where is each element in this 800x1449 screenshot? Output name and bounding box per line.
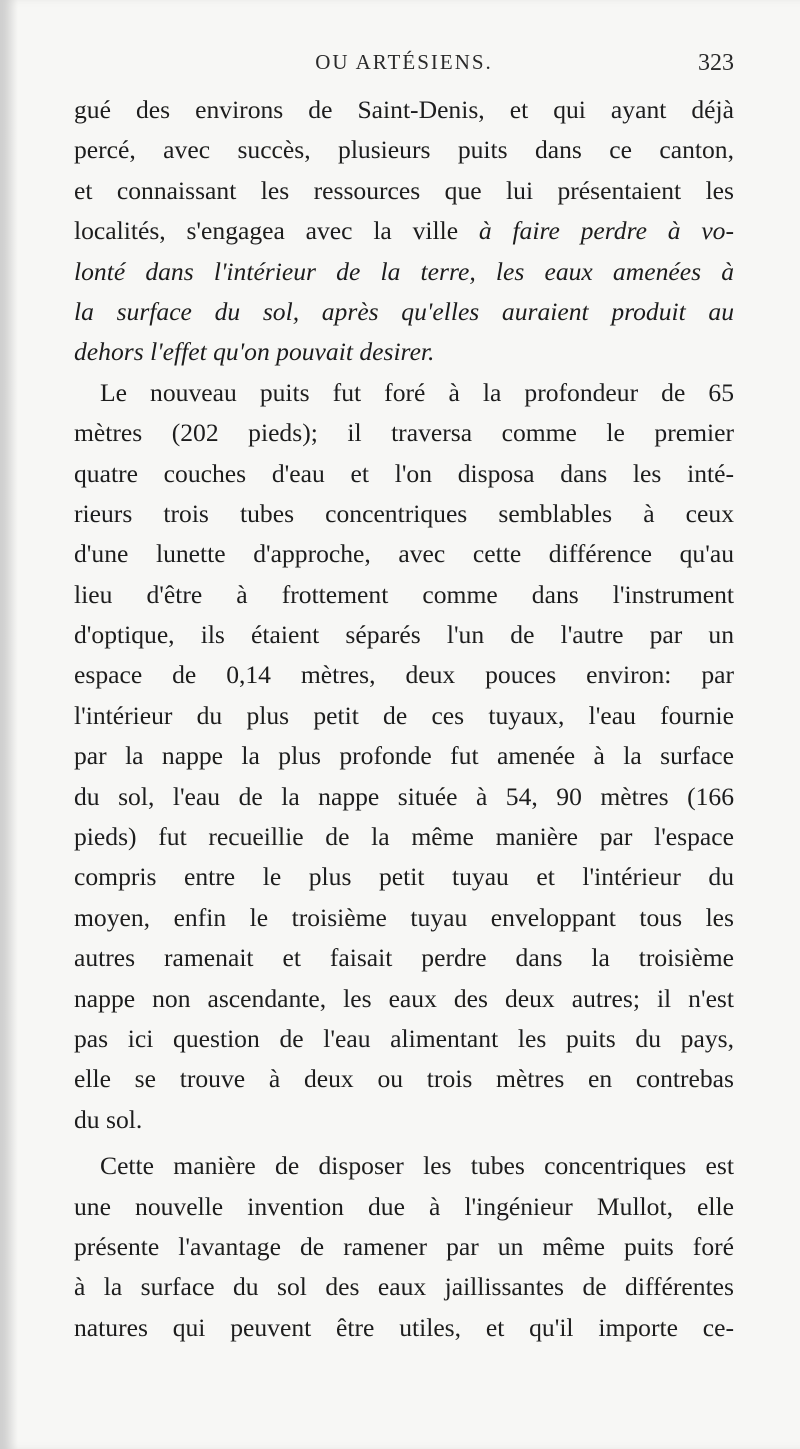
text-line: par la nappe la plus profonde fut amenée à la surface — [74, 741, 734, 771]
text-line: compris entre le plus petit tuyau et l'intérieur du — [74, 862, 734, 892]
text-line: nappe non ascendante, les eaux des deux autres; il n'est — [74, 983, 734, 1013]
text-line: lonté dans l'intérieur de la terre, les eaux amenées à — [74, 256, 734, 286]
text-line: mètres (202 pieds); il traversa comme le premier — [74, 418, 734, 448]
text-line: à la surface du sol des eaux jaillissantes de différentes — [74, 1272, 734, 1302]
page-number: 323 — [698, 50, 734, 76]
running-title: OU ARTÉSIENS. — [315, 50, 493, 74]
paragraph — [74, 373, 734, 1140]
italic-text-segment: à faire perdre à vo- — [478, 216, 735, 246]
text-line: autres ramenait et faisait perdre dans la troisième — [74, 943, 734, 973]
text-line: l'intérieur du plus petit de ces tuyaux, l'eau fournie — [74, 700, 734, 730]
text-line: espace de 0,14 mètres, deux pouces environ: par — [74, 660, 734, 690]
text-line: rieurs trois tubes concentriques semblables à ceux — [74, 498, 734, 528]
paragraph — [74, 1146, 734, 1348]
text-line — [74, 211, 734, 251]
text-line: la surface du sol, après qu'elles auraient produit au — [74, 296, 734, 326]
text-line: gué des environs de Saint-Denis, et qui ayant déjà — [74, 95, 734, 124]
text-line: d'une lunette d'approche, avec cette différence qu'au — [74, 539, 734, 569]
text-line: pieds) fut recueillie de la même manière par l'espace — [74, 822, 734, 852]
text-line: percé, avec succès, plusieurs puits dans ce canton, — [74, 135, 734, 165]
page-gutter-shadow — [0, 0, 18, 1449]
text-line: présente l'avantage de ramener par un même puits foré — [74, 1231, 734, 1261]
text-line: moyen, enfin le troisième tuyau enveloppant tous les — [74, 902, 734, 932]
text-line: d'optique, ils étaient séparés l'un de l'autre par un — [74, 620, 734, 650]
body-text — [74, 90, 734, 1348]
text-line: elle se trouve à deux ou trois mètres en contrebas — [74, 1064, 734, 1094]
text-line: du sol. — [74, 1104, 143, 1134]
paragraph — [74, 90, 734, 373]
text-line: et connaissant les ressources que lui présentaient les — [74, 175, 734, 205]
text-line: une nouvelle invention due à l'ingénieur Mullot, elle — [74, 1191, 734, 1221]
text-line: natures qui peuvent être utiles, et qu'il importe ce- — [74, 1312, 734, 1342]
text-line: lieu d'être à frottement comme dans l'instrument — [74, 579, 734, 609]
text-line: du sol, l'eau de la nappe située à 54, 90 mètres (166 — [74, 781, 734, 811]
text-line: pas ici question de l'eau alimentant les puits du pays, — [74, 1023, 734, 1053]
text-segment: localités, s'engagea avec la ville — [74, 216, 479, 246]
text-line: Cette manière de disposer les tubes concentriques est — [100, 1151, 734, 1181]
text-line: dehors l'effet qu'on pouvait desirer. — [74, 337, 435, 367]
text-line: quatre couches d'eau et l'on disposa dans les inté- — [74, 458, 734, 488]
text-line: Le nouveau puits fut foré à la profondeur de 65 — [100, 377, 734, 407]
running-header — [74, 50, 734, 80]
